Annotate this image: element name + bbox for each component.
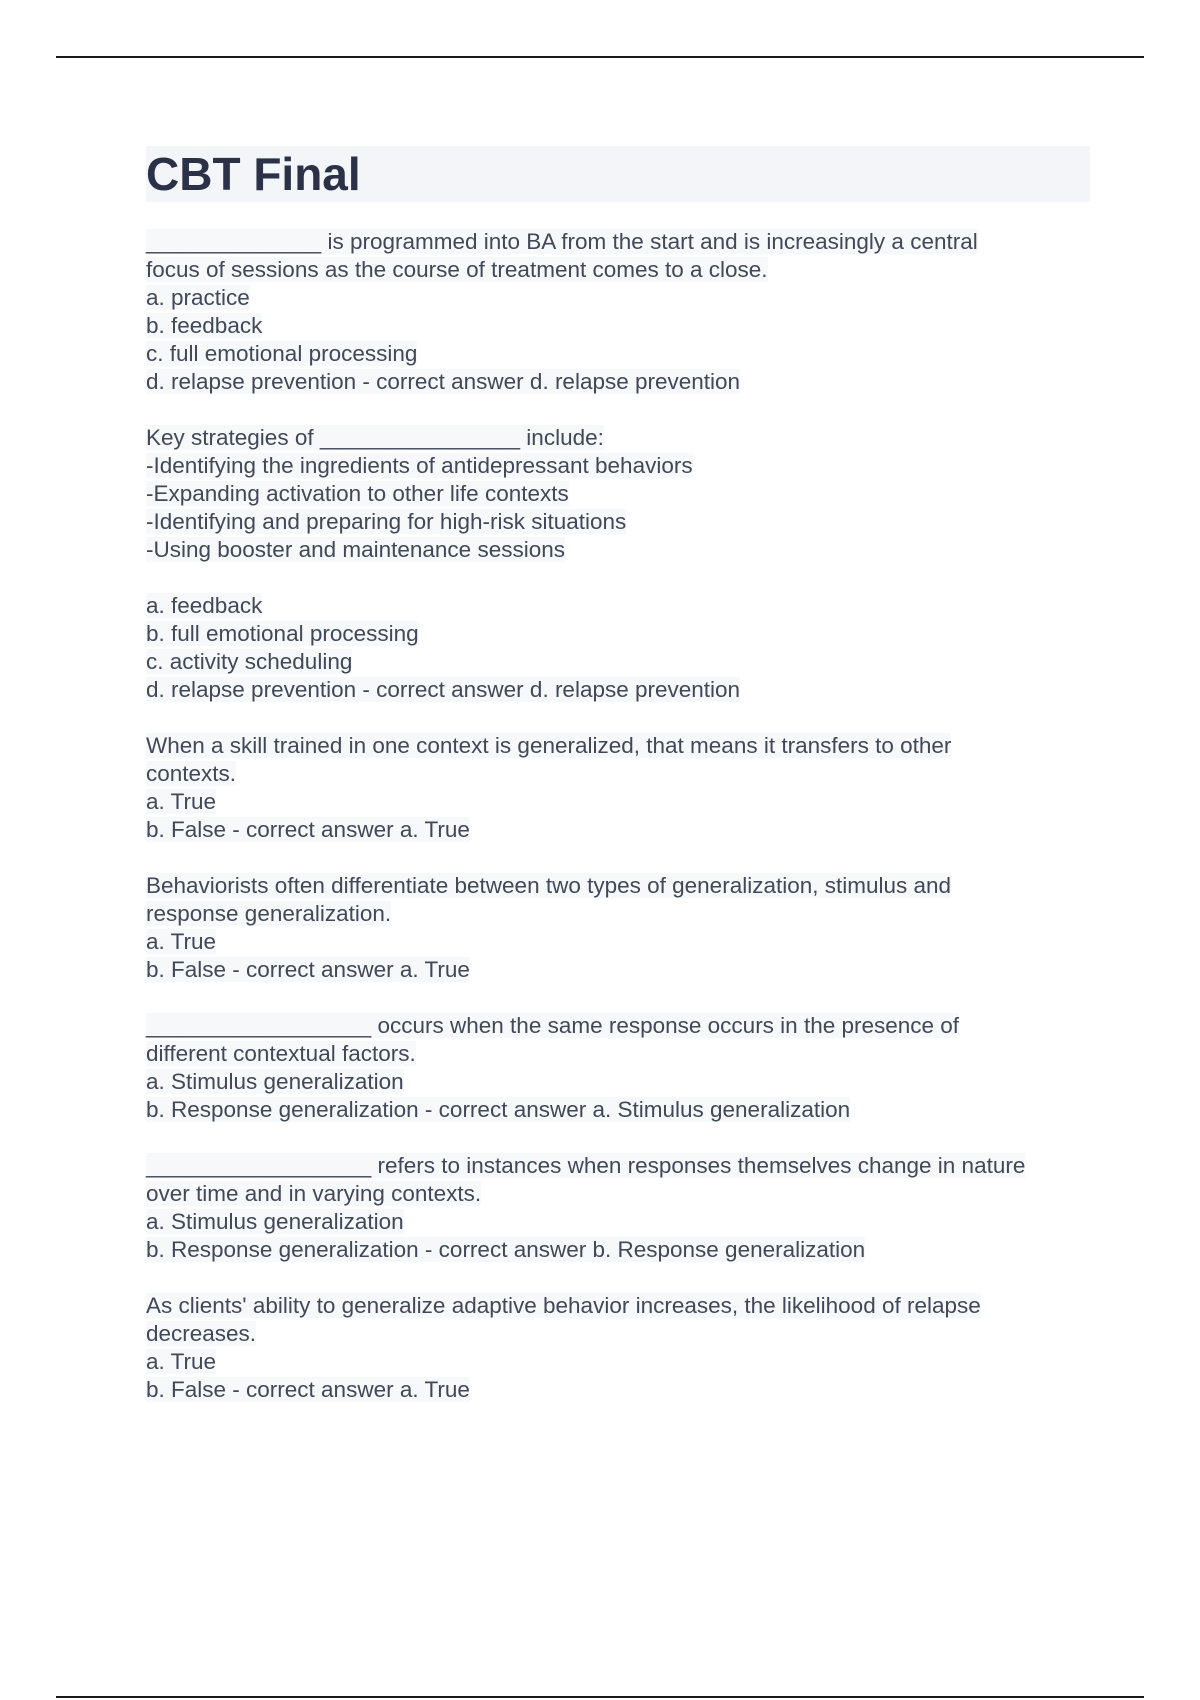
question-line [146, 480, 1090, 508]
question-line [146, 816, 1090, 844]
question-line [146, 536, 1090, 564]
question-block [146, 872, 1090, 984]
question-line-text: a. True [146, 929, 217, 954]
question-line [146, 256, 1090, 284]
question-line [146, 424, 1090, 452]
question-line [146, 1096, 1090, 1124]
question-line [146, 900, 1090, 928]
question-line-text: response generalization. [146, 901, 392, 926]
question-line [146, 1180, 1090, 1208]
bottom-rule [56, 1696, 1144, 1698]
question-line-text: a. Stimulus generalization [146, 1209, 404, 1234]
question-line [146, 228, 1090, 256]
question-line [146, 732, 1090, 760]
question-line [146, 1320, 1090, 1348]
question-line-text: a. True [146, 789, 217, 814]
question-line-text: Key strategies of ________________ include: [146, 425, 604, 450]
question-line [146, 1236, 1090, 1264]
question-line-text: a. practice [146, 285, 250, 310]
question-line [146, 1376, 1090, 1404]
question-line [146, 340, 1090, 368]
question-line [146, 676, 1090, 704]
question-line-text: b. Response generalization - correct answer b. Response generalization [146, 1237, 866, 1262]
question-line [146, 788, 1090, 816]
question-line [146, 1040, 1090, 1068]
page-title: CBT Final [146, 148, 361, 200]
question-line [146, 1012, 1090, 1040]
question-line-text: d. relapse prevention - correct answer d. relapse prevention [146, 677, 741, 702]
question-line [146, 760, 1090, 788]
question-line [146, 956, 1090, 984]
question-line-text: d. relapse prevention - correct answer d. relapse prevention [146, 369, 741, 394]
question-line-text: focus of sessions as the course of treatment comes to a close. [146, 257, 768, 282]
question-line-text: -Using booster and maintenance sessions [146, 537, 565, 562]
question-line [146, 1152, 1090, 1180]
question-block [146, 732, 1090, 844]
question-line-text: different contextual factors. [146, 1041, 416, 1066]
question-line-text: b. feedback [146, 313, 263, 338]
question-line [146, 1208, 1090, 1236]
question-line [146, 928, 1090, 956]
question-line [146, 368, 1090, 396]
question-line [146, 452, 1090, 480]
question-line [146, 508, 1090, 536]
question-line-text: b. False - correct answer a. True [146, 1377, 470, 1402]
question-line-text: -Identifying and preparing for high-risk situations [146, 509, 627, 534]
question-line-text: Behaviorists often differentiate between two types of generalization, stimulus and [146, 873, 952, 898]
question-line-text: contexts. [146, 761, 237, 786]
question-line [146, 1348, 1090, 1376]
question-line-text: -Expanding activation to other life contexts [146, 481, 569, 506]
question-line [146, 620, 1090, 648]
top-rule [56, 56, 1144, 58]
question-block [146, 1012, 1090, 1124]
question-line-text: a. Stimulus generalization [146, 1069, 404, 1094]
question-block [146, 1152, 1090, 1264]
question-line [146, 312, 1090, 340]
question-line-text: When a skill trained in one context is generalized, that means it transfers to other [146, 733, 952, 758]
question-line-text: b. full emotional processing [146, 621, 419, 646]
question-line-text: b. False - correct answer a. True [146, 817, 470, 842]
question-line-text: decreases. [146, 1321, 257, 1346]
question-line-text: ______________ is programmed into BA from the start and is increasingly a central [146, 229, 978, 254]
question-line [146, 648, 1090, 676]
question-line [146, 1292, 1090, 1320]
question-line-text: over time and in varying contexts. [146, 1181, 482, 1206]
question-block [146, 1292, 1090, 1404]
question-line-text: __________________ occurs when the same response occurs in the presence of [146, 1013, 960, 1038]
question-line-text: -Identifying the ingredients of antidepressant behaviors [146, 453, 693, 478]
question-line-text: b. False - correct answer a. True [146, 957, 470, 982]
question-line-text: c. activity scheduling [146, 649, 353, 674]
question-line-text: As clients' ability to generalize adaptive behavior increases, the likelihood of relapse [146, 1293, 981, 1318]
question-line-text: __________________ refers to instances when responses themselves change in nature [146, 1153, 1026, 1178]
question-line-text: b. Response generalization - correct answer a. Stimulus generalization [146, 1097, 851, 1122]
question-line [146, 1068, 1090, 1096]
question-line-text: a. feedback [146, 593, 263, 618]
blank-line [146, 564, 1090, 592]
question-line [146, 592, 1090, 620]
question-line [146, 284, 1090, 312]
question-line [146, 872, 1090, 900]
question-block [146, 424, 1090, 704]
question-list [146, 228, 1090, 1432]
question-block [146, 228, 1090, 396]
question-line-text: a. True [146, 1349, 217, 1374]
question-line-text: c. full emotional processing [146, 341, 418, 366]
